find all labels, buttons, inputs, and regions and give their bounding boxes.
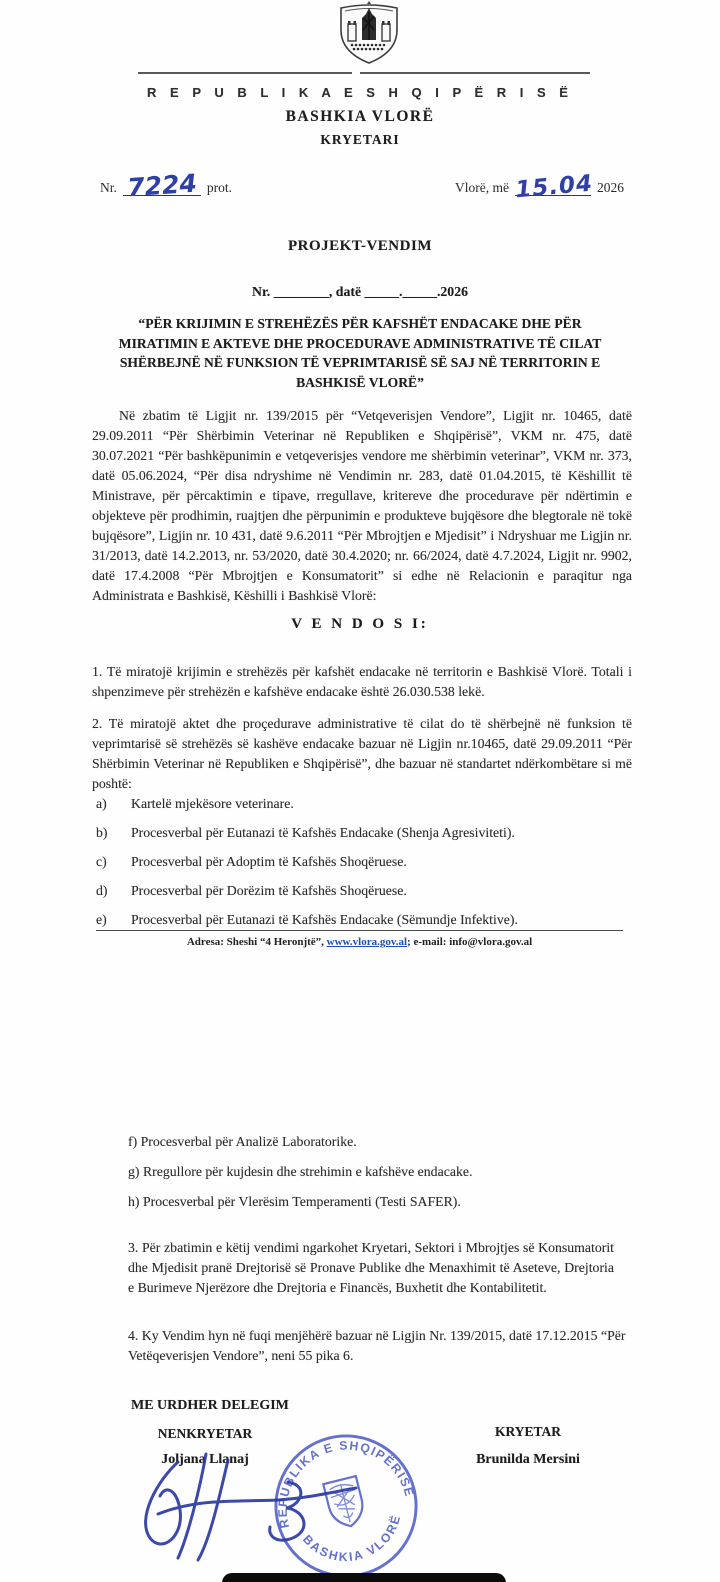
decision-point-3: 3. Për zbatimin e këtij vendimi ngarkohet Kryetari, Sektori i Mbrojtjes së Konsumatorit dhe Mjedisit pranë Drejtorisë së Pronave Publike dhe Menaxhimit të Aseteve, Drejtoria e Burimeve Njerëzore dhe Drejtoria e Financës, Buxhetit dhe Kontabilitetit. xyxy=(128,1240,614,1295)
protocol-row xyxy=(100,168,624,204)
document-list-f-h xyxy=(128,1134,648,1224)
stamp-top-text: REPUBLIKA E SHQIPËRISË xyxy=(275,1438,417,1530)
header-divider xyxy=(138,72,590,74)
footer-address-prefix: Adresa: Sheshi “4 Heronjtë”, xyxy=(186,936,327,948)
list-item xyxy=(96,883,636,899)
handwritten-signature-icon xyxy=(128,1440,363,1575)
decision-heading: V E N D O S I: xyxy=(291,616,429,632)
mayor-role: KRYETAR xyxy=(494,1424,562,1439)
protocol-date-group xyxy=(455,170,624,204)
list-item-letter: c) xyxy=(96,854,107,869)
year-label: 2026 xyxy=(597,180,624,195)
list-item-letter: d) xyxy=(96,883,108,898)
list-item-text: Procesverbal për Dorëzim të Kafshës Shoqëruese. xyxy=(131,883,407,898)
decision-main-title: “PËR KRIJIMIN E STREHËZËS PËR KAFSHËT ENDACAKE DHE PËR MIRATIMIN E AKTEVE DHE PROCEDURAVE ADMINISTRATIVE TË CILAT SHËRBEJNË NË FUNKSION TË VEPRIMTARISË SË SAJ NË TERRITORIN E BASHKISË VLORË” xyxy=(118,316,602,390)
list-item: h) Procesverbal për Vlerësim Temperamenti (Testi SAFER). xyxy=(128,1194,461,1209)
decision-point-1: 1. Të miratojë krijimin e strehëzës për kafshët endacake në territorin e Bashkisë Vlorë. Totali i shpenzimeve për strehëzën e kafshëve endacake është 26.030.538 lekë. xyxy=(92,664,632,699)
list-item-text: Procesverbal për Eutanazi të Kafshës Endacake (Shenja Agresiviteti). xyxy=(131,825,515,840)
decision-number-line: Nr. ________, datë _____._____.2026 xyxy=(251,284,469,299)
list-item xyxy=(96,854,636,870)
deputy-mayor-name: Joljana Llanaj xyxy=(161,1452,249,1467)
deputy-mayor-role: NENKRYETAR xyxy=(157,1426,253,1441)
list-item-text: Kartelë mjekësore veterinare. xyxy=(131,796,294,811)
list-item-letter: e) xyxy=(96,912,107,927)
stamp-bottom-text: BASHKIA VLORË xyxy=(299,1512,404,1565)
nr-label: Nr. xyxy=(100,180,117,195)
place-label: Vlorë, më xyxy=(455,180,509,195)
document-type-title: PROJEKT-VENDIM xyxy=(288,238,432,254)
list-item xyxy=(96,825,636,841)
list-item-text: Procesverbal për Adoptim të Kafshës Shoqëruese. xyxy=(131,854,407,869)
mayor-name: Brunilda Mersini xyxy=(476,1452,580,1467)
prot-label: prot. xyxy=(206,180,232,195)
decision-point-2: 2. Të miratojë aktet dhe proçedurave administrative të cilat do të shërbejnë në funksion të veprimtarisë së strehëzës së kashëve endacake bazuar në Ligjin nr.10465, datë 29.09.2011 “Për Shërbimin Veterinar në Republiken e Shqipërisë”, dhe bazuar në standartet ndërkombëtare si më poshtë: xyxy=(92,716,632,791)
header-divider-right xyxy=(360,72,590,74)
footer-divider xyxy=(96,930,623,931)
protocol-date-blank xyxy=(514,170,595,204)
protocol-date-handwritten: 15.04 xyxy=(514,170,595,204)
republic-title: R E P U B L I K A E S H Q I P Ë R I S Ë xyxy=(147,85,573,100)
list-item-text: Procesverbal për Eutanazi të Kafshës Endacake (Sëmundje Infektive). xyxy=(131,912,518,927)
document-list-a-e xyxy=(96,796,636,941)
bottom-bar xyxy=(222,1573,506,1582)
municipality-title: BASHKIA VLORË xyxy=(285,108,435,125)
office-title: KRYETARI xyxy=(320,132,400,147)
list-item: f) Procesverbal për Analizë Laboratorike. xyxy=(128,1134,357,1149)
decision-point-4: 4. Ky Vendim hyn në fuqi menjëhërë bazuar në Ligjin Nr. 139/2015, datë 17.12.2015 “Për Vetëqeverisjen Vendore”, neni 55 pika 6. xyxy=(128,1328,626,1363)
vlora-coat-of-arms-icon xyxy=(338,0,400,64)
list-item: g) Rregullore për kujdesin dhe strehimin e kafshëve endacake. xyxy=(128,1164,473,1179)
footer-address xyxy=(96,936,623,948)
header-divider-left xyxy=(138,72,352,74)
list-item-letter: b) xyxy=(96,825,108,840)
list-item-letter: a) xyxy=(96,796,107,811)
list-item xyxy=(96,796,636,812)
protocol-number-blank xyxy=(123,168,201,203)
protocol-number-handwritten: 7224 xyxy=(126,168,198,203)
footer-email: ; e-mail: info@vlora.gov.al xyxy=(407,936,533,948)
protocol-number-group xyxy=(100,168,232,203)
list-item xyxy=(96,912,636,928)
footer-website-link[interactable]: www.vlora.gov.al xyxy=(326,936,408,948)
delegation-order-line: ME URDHER DELEGIM xyxy=(131,1398,289,1413)
preamble-paragraph: Në zbatim të Ligjit nr. 139/2015 për “Vetqeverisjen Vendore”, Ligjit nr. 10465, datë 29.09.2011 “Për Shërbimin Veterinar në Republiken e Shqipërisë”, VKM nr. 475, datë 30.07.2021 “Për bashkëpunimin e vetqeverisjes vendore me shërbimin veterinar”, VKM nr. 373, datë 05.06.2024, “Për disa ndryshime në Vendimin nr. 283, datë 01.04.2015, të Këshillit të Ministrave, për përcaktimin e tipave, rregullave, kritereve dhe procedurave për ndërtimin e objekteve për prodhimin, ruajtjen dhe përpunimin e produkteve bujqësore dhe blegtorale në tokë bujqësore”, Ligjin nr. 10 431, datë 9.6.2011 “Për Mbrojtjen e Mjedisit” i Ndryshuar me Ligjin nr. 31/2013, datë 14.2.2013, nr. 53/2020, datë 30.4.2020; nr. 66/2024, datë 4.7.2024, Ligjit nr. 9902, datë 17.4.2008 “Për Mbrojtjen e Konsumatorit” si edhe në Relacionin e paraqitur nga Administrata e Bashkisë, Këshilli i Bashkisë Vlorë: xyxy=(92,408,632,603)
